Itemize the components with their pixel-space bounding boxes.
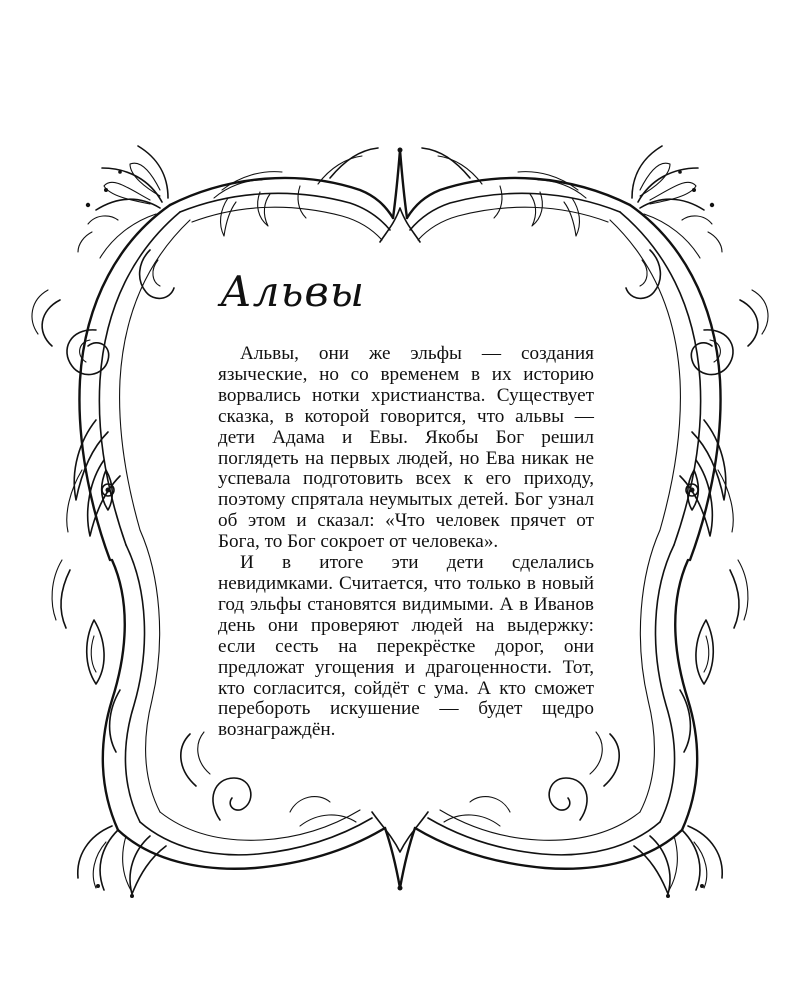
article-paragraph: И в итоге эти дети сделались невидимками. Считается, что только в новый год эльфы становятся видимыми. А в Иванов день они проверяют людей на выдержку: если сесть на перекрёстке дорог, они предложат угощения и драгоценности. Тот, кто согласится, сойдёт с ума. А кто сможет перебороть искушение — будет щедро вознаграждён. — [218, 552, 594, 741]
article-title: Альвы — [220, 267, 366, 316]
article-body — [218, 344, 594, 741]
article — [218, 268, 594, 741]
article-paragraph: Альвы, они же эльфы — создания языческие, но со временем в их историю ворвались нотки христианства. Существует сказка, в которой говорится, что альвы — дети Адама и Евы. Якобы Бог решил поглядеть на первых людей, но Ева никак не успевала подготовить всех к его приходу, поэтому спрятала неумытых детей. Бог узнал об этом и сказал: «Что человек прячет от Бога, то Бог сокроет от человека». — [218, 343, 594, 553]
